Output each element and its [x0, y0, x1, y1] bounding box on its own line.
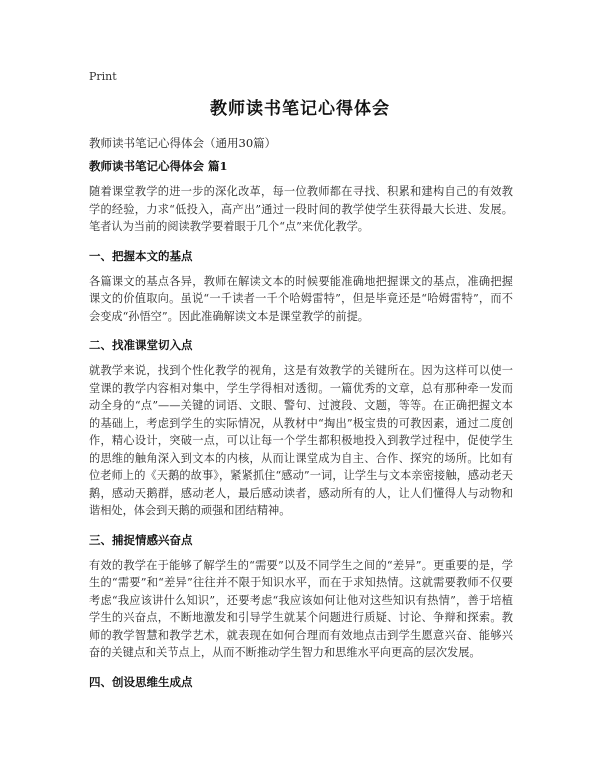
section-paragraph: 各篇课文的基点各异，教师在解读文本的时候要能准确地把握课文的基点，准确把握课文的价值取向。虽说“一千读者一千个哈姆雷特”，但是毕竟还是“哈姆雷特”，而不会变成“孙悟空”。因此准确解读文本是课堂教学的前提。	[89, 274, 513, 323]
section-paragraph: 有效的教学在于能够了解学生的“需要”以及不同学生之间的“差异”。更重要的是，学生的“需要”和“差异”往往并不限于知识水平，而在于求知热情。这就需要教师不仅要考虑“我应该讲什么知识”，还要考虑“我应该如何让他对这些知识有热情”，善于培植学生的兴奋点，不断地激发和引导学生就某个问题进行质疑、讨论、争辩和探索。教师的教学智慧和教学艺术，就表现在如何合理而有效地点击到学生愿意兴奋、能够兴奋的关键点和关节点上，从而不断推动学生智力和思维水平向更高的层次发展。	[89, 558, 513, 659]
intro-paragraph: 随着课堂教学的进一步的深化改革，每一位教师都在寻找、积累和建构自己的有效教学的经验，力求“低投入，高产出”通过一段时间的教学使学生获得最大长进、发展。笔者认为当前的阅读教学要着眼于几个“点”来优化教学。	[89, 185, 513, 233]
document-content	[89, 158, 513, 699]
section-heading: 四、创设思维生成点	[89, 674, 193, 689]
page-title: 教师读书笔记心得体会	[210, 99, 390, 119]
document-subtitle: 教师读书笔记心得体会（通用30篇）	[89, 136, 277, 150]
article-heading: 教师读书笔记心得体会 篇1	[89, 159, 228, 173]
print-label[interactable]: Print	[89, 70, 117, 83]
section-heading: 一、把握本文的基点	[89, 248, 193, 263]
section-heading: 三、捕捉情感兴奋点	[89, 532, 193, 547]
section-heading: 二、找准课堂切入点	[89, 338, 193, 352]
section-paragraph: 就教学来说，找到个性化教学的视角，这是有效教学的关键所在。因为这样可以使一堂课的教学内容相对集中，学生学得相对透彻。一篇优秀的文章，总有那种牵一发而动全身的“点”——关键的词语、文眼、警句、过渡段、文题，等等。在正确把握文本的基础上，考虑到学生的实际情况，从教材中“掏出”极宝贵的可教因素，通过二度创作，精心设计，突破一点，可以让每一个学生都积极地投入到教学过程中，促使学生的思维的触角深入到文本的内核，从而让课堂成为自主、合作、探究的场所。比如有位老师上的《天鹅的故事》，紧紧抓住“感动”一词，让学生与文本亲密接触，感动老天鹅，感动天鹅群，感动老人，最后感动读者，感动所有的人，让人们懂得人与动物和谐相处，体会到天鹅的顽强和团结精神。	[89, 364, 513, 517]
